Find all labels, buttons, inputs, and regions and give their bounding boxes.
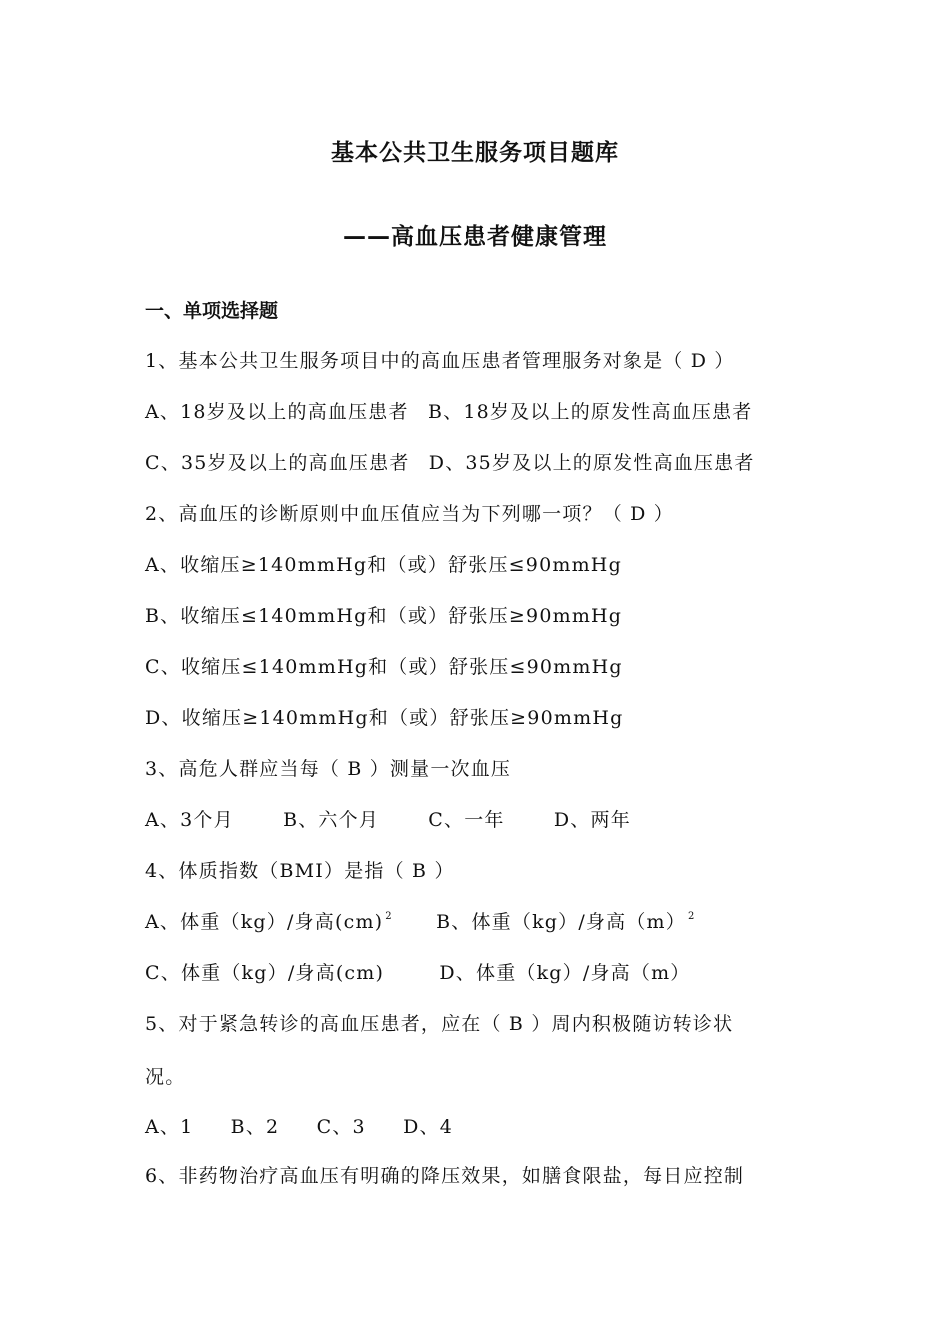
question-5-stem-continued: 况。 — [145, 1066, 186, 1088]
question-1-stem: 1、基本公共卫生服务项目中的高血压患者管理服务对象是（ D ） — [145, 350, 735, 372]
question-3-option-b: B、六个月 — [283, 809, 380, 831]
superscript-2: 2 — [385, 911, 393, 922]
question-1-option-c: C、35岁及以上的高血压患者 — [145, 452, 410, 474]
question-4-options-row-1 — [145, 907, 696, 934]
question-4-option-b: B、体重（kg）/身高（m） $^2$ — [436, 911, 696, 933]
document-title: 基本公共卫生服务项目题库 — [331, 140, 619, 166]
question-3-option-d: D、两年 — [553, 809, 631, 831]
question-4-option-c: C、体重（kg）/身高(cm) — [145, 962, 385, 984]
question-4-stem: 4、体质指数（BMI）是指（ B ） — [145, 860, 455, 882]
question-2-option-b: B、收缩压≤140mmHg和（或）舒张压≥90mmHg — [145, 605, 623, 627]
superscript-2: 2 — [687, 911, 696, 922]
question-3-option-c: C、一年 — [428, 809, 505, 831]
question-1-options-row-2 — [145, 448, 755, 475]
question-5-stem: 5、对于紧急转诊的高血压患者，应在（ B ）周内积极随访转诊状 — [145, 1013, 734, 1035]
question-4-options-row-2 — [145, 958, 691, 985]
question-5-option-c: C、3 — [316, 1116, 366, 1138]
question-5-option-b: B、2 — [230, 1116, 280, 1138]
question-3-option-a: A、3个月 — [145, 809, 234, 831]
question-1-option-b: B、18岁及以上的原发性高血压患者 — [427, 401, 753, 423]
question-4-option-d: D、体重（kg）/身高（m） — [439, 962, 691, 984]
question-1-option-a: A、18岁及以上的高血压患者 — [145, 401, 409, 423]
question-5-options — [145, 1112, 453, 1139]
document-subtitle: ——高血压患者健康管理 — [343, 224, 607, 250]
question-6-stem: 6、非药物治疗高血压有明确的降压效果，如膳食限盐，每日应控制 — [145, 1165, 745, 1187]
question-1-option-d: D、35岁及以上的原发性高血压患者 — [428, 452, 755, 474]
question-3-options — [145, 805, 631, 832]
question-1-options-row-1 — [145, 397, 753, 424]
question-2-stem: 2、高血压的诊断原则中血压值应当为下列哪一项？（ D ） — [145, 503, 675, 525]
question-2-option-d: D、收缩压≥140mmHg和（或）舒张压≥90mmHg — [145, 707, 624, 729]
question-2-option-a: A、收缩压≥140mmHg和（或）舒张压≤90mmHg — [145, 554, 622, 576]
question-3-stem: 3、高危人群应当每（ B ）测量一次血压 — [145, 758, 512, 780]
question-4-option-a: A、体重（kg）/身高(cm) $^2$ — [145, 911, 393, 933]
section-heading: 一、单项选择题 — [145, 300, 279, 322]
question-5-option-d: D、4 — [403, 1116, 453, 1138]
question-2-option-c: C、收缩压≤140mmHg和（或）舒张压≤90mmHg — [145, 656, 623, 678]
question-5-option-a: A、1 — [145, 1116, 194, 1138]
